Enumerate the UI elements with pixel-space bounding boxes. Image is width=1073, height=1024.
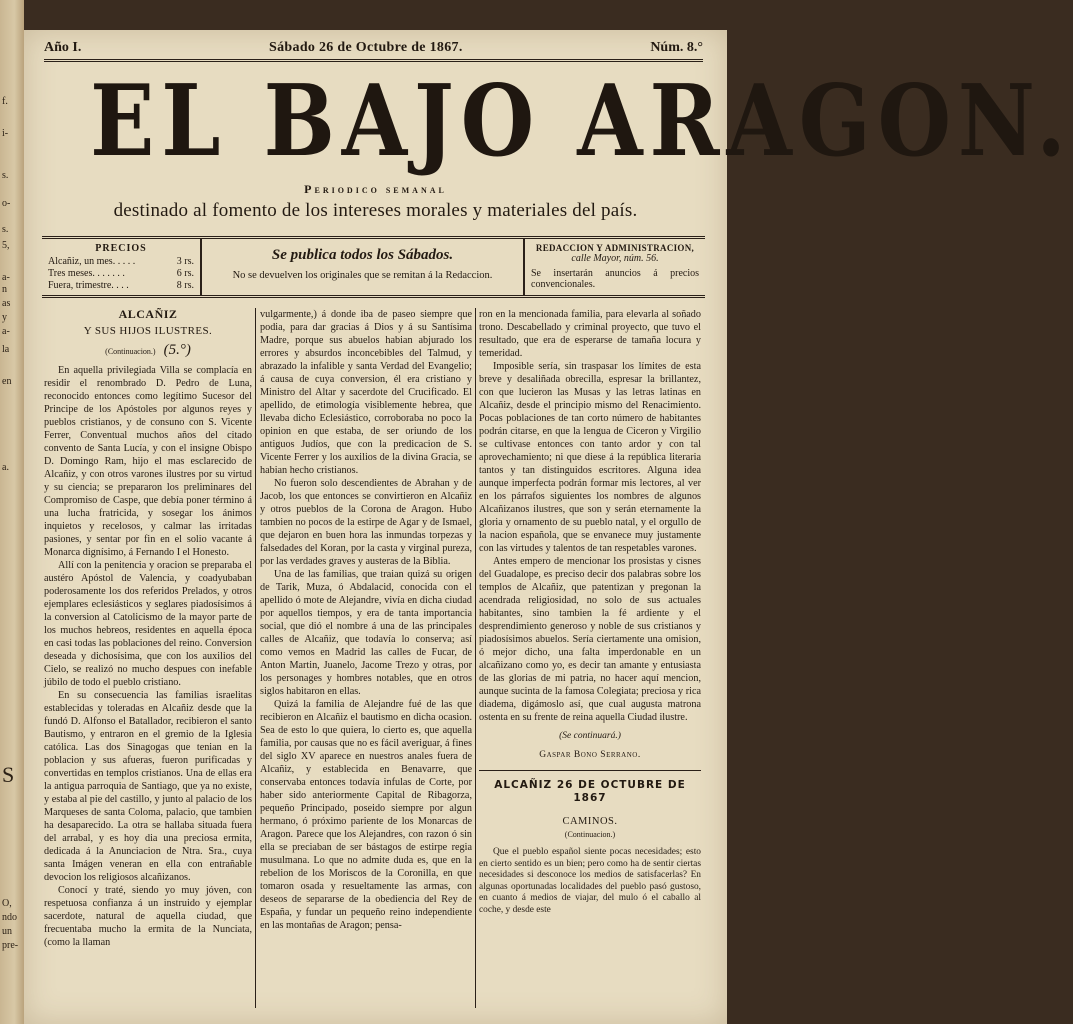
price-value: 3 rs.: [176, 256, 194, 267]
prices-box: [42, 239, 202, 295]
issue-number: Núm. 8.°: [650, 40, 703, 55]
column-3: [479, 308, 701, 916]
strip-text: y: [2, 312, 7, 323]
author-signature: Gaspar Bono Serrano.: [539, 750, 641, 760]
price-row: [48, 280, 194, 292]
prices-heading: PRECIOS: [95, 243, 147, 254]
price-value: 8 rs.: [176, 280, 194, 291]
paragraph: Quizá la familia de Alejandre fué de las que recibieron en Alcañiz el bautismo en dicha ocasion. Sea de esto lo que quiera, lo cierto es, que aquella familia, por causas que no es fácil averiguar, á fines del siglo XV aparece en nuestros anales fuera de Alcañiz, y establecida en Benavarre, que conservaba entonces todavía infulas de Corte, por haber sido anteriormente Capital de Ribagorza, pequeño Principado, poseido siempre por algun hermano, ó próximo pariente de los Monarcas de Aragon. Parece que los Alejandres, con razon ó sin ella se preciaban de ser bástagos de estirpe regia musulmana. Lo que no admite duda es, que en la rebelion de los Moriscos de la Coronilla, en que tomaron osada y resueltamente las armas, con deseos de separarse de la obediencia del Rey de España, y fundar un pequeño reino independiente en las montañas de Aragon; pensa-: [260, 699, 472, 931]
price-label: Alcañiz, un mes. . . . .: [48, 256, 136, 267]
strip-text: o-: [2, 198, 11, 209]
masthead-motto: destinado al fomento de los intereses morales y materiales del país.: [113, 200, 638, 221]
paragraph: Imposible sería, sin traspasar los límites de esta breve y desaliñada obrecilla, espresar la brillantez, con que lucieron las Musas y las letras latinas en Alcañiz, desde el principio mismo del Renacimiento. Pocas poblaciones de tan corto número de habitantes podrán citarse, en que la lengua de Ciceron y Virgilio se cultivase entonces con tanto ardor y con tal aprovechamiento; ni que diese á la república literaria tantos y tan distinguidos escritores. Alguna idea aunque imperfecta podrán formar mis lectores, al ver en los párrafos siguientes los nombres de algunos Alcañizanos ilustres, que son y serán eternamente la gloria y ornamento de su pueblo natal, y el orgullo de la nacion española, que se envanece muy justamente con las virtudes y talentos de tan respetables varones.: [479, 361, 701, 554]
strip-text: la: [2, 344, 10, 355]
paragraph: En su consecuencia las familias israelitas establecidas y toleradas en Alcañiz desde que la fundó D. Alfonso el Batallador, recibieron el santo Bautismo, y entraron en el gremio de la Iglesia católica. Las dos Sinagogas que tenian en la poblacion y sus afueras, fueron purificadas y convertidas en templos cristianos. Una de ellas era la antigua parroquia de Santiago, que ya no existe, y estaba al pie del castillo, y junto al palacio de los Marqueses de santa Coloma, palacio, que tambien ha desaparecido. La otra se hallaba situada fuera del arrabal, y es hoy dia una preciosa ermita, dedicada á la Anunciacion de Ntra. Sra., cuya santa Imágen veneran en ella con entrañable devocion los religiosos alcañizanos.: [44, 690, 252, 883]
newspaper-page: [24, 30, 1073, 1024]
issue-date: Sábado 26 de Octubre de 1867.: [269, 40, 463, 55]
price-label: Fuera, trimestre. . . .: [48, 280, 129, 291]
price-value: 6 rs.: [176, 268, 194, 279]
paragraph: No fueron solo descendientes de Abrahan y de Jacob, los que entonces se convirtieron en Alcañiz y otros pueblos de la Corona de Aragon. Hubo tambien no pocos de la estirpe de Agar y de Ismael, que dejaron en buen hora las inmundas torpezas y falsedades del Koran, por la casta y virginal pureza, por las verdades graves y austeras de la Biblia.: [260, 478, 472, 567]
office-note: Se insertarán anuncios á precios convencionales.: [531, 268, 699, 290]
paragraph: Una de las familias, que traian quizá su origen de Tarik, Muza, ó Abdalacid, conocida con el apellido ó mote de Alejandre, vivía en dicha ciudad por aquellos tiempos, y era de tanta importancia social, que dió el nombre á una de las principales calles de Alcañiz, que todavía lo conserva; así como vemos en Madrid las calles de Fucar, de Anton Martin, Juanelo, Jacome Trezo y otras, por los personages y hombres notables, que en otros siglos habitaron en ellas.: [260, 569, 472, 697]
office-box: [525, 239, 705, 295]
article-subtitle: Y SUS HIJOS ILUSTRES.: [83, 325, 213, 337]
publication-note: No se devuelven los originales que se remitan á la Redaccion.: [232, 270, 493, 281]
strip-text: s.: [2, 224, 9, 235]
strip-text: en: [2, 376, 12, 387]
strip-text: f.: [2, 96, 8, 107]
price-row: [48, 256, 194, 268]
year-label: Año I.: [44, 40, 82, 55]
office-address: calle Mayor, núm. 56.: [571, 253, 659, 264]
paragraph: Que el pueblo español siente pocas necesidades; esto en cierto sentido es un bien; pero como ha de sentir ciertas necesidades si desconoce los medios de satisfacerlas? En algunas oportunadas localidades del pueblo pasó gustoso, en cuanto á medios de viajar, del mulo ó el caballo al coche, y desde este: [479, 847, 701, 915]
paragraph: Conocí y traté, siendo yo muy jóven, con respetuosa confianza á un instruido y ejemplar sacerdote, natural de aquella ciudad, que frecuentaba mucho la ermita de la Nunciata, (como la llaman: [44, 885, 252, 948]
article-title: ALCAÑIZ: [118, 307, 178, 321]
paragraph: Antes empero de mencionar los prosistas y cisnes del Guadalope, es preciso decir dos palabras sobre los templos de Alcañiz, que patentizan y pregonan la acendrada religiosidad, no solo de sus actuales habitantes, sino tambien la fé ardiente y el desprendimiento generoso y noble de sus cristianos y piadosísimos abuelos. Sería ciertamente una omision, ó mejor dicho, una falta imperdonable en un alcañizano como yo, es decir tan amante y entusiasta de las glorias de mi patria, no hacer aquí mencion, aunque sucinta de la famosa Colegiata; preciosa y rica diadema, digámoslo así, que cual augusta matrona ostenta en su frente de reina aquella Ciudad ilustre.: [479, 556, 701, 723]
paragraph: vulgarmente,) á donde iba de paseo siempre que podia, para dar gracias á Dios y á su Santísima Madre, porque sus abuelos habian abjurado los errores y absurdos inconcebibles del Talmud, y abrazado la infalible y santa Verdad del Evangelio; á causa de cuya conversion, él era cristiano y Ministro del Altar y sacerdote del Crucificado. El apellido, de etimología visiblemente hebrea, que llevaba dicho Eclesiástico, corroboraba no poco la opinion en que estaba, de ser oriundo de los antiguos Judíos, que con la predicacion de S. Vicente Ferrer y los auxilios de la divina Gracia, se habian hecho cristianos.: [260, 309, 472, 476]
price-label: Tres meses. . . . . . .: [48, 268, 125, 279]
dateline: ALCAÑIZ 26 DE OCTUBRE DE 1867: [479, 770, 701, 805]
strip-text: s.: [2, 170, 9, 181]
to-be-continued: (Se continuará.): [559, 731, 621, 741]
strip-text: as: [2, 298, 11, 309]
paragraph: En aquella privilegiada Villa se complacía en residir el renombrado D. Pedro de Luna, reconocido entonces como legítimo Sucesor del Principe de los Apóstoles por algunos reyes y pueblos cristianos, y de consuno con S. Vicente Ferrer, Conventual muchos años del citado convento de Santa Lucía, y con el insigne Obispo D. Domingo Ram, hijo el mas esclarecido de Alcañiz, y con otros varones ilustres por su virtud y su ciencia; se prepararon los preliminares del Compromiso de Caspe, que debía poner término á una lucha fratricida, y sosegar los ánimos inquietos y recelosos, y calmar las irritadas pasiones, y sentar por fin en el solio vacante á Monarca dignísimo, á Fernando I el Honesto.: [44, 365, 252, 558]
strip-text: O,: [2, 898, 12, 909]
header-line: [44, 36, 703, 62]
column-1: [44, 308, 252, 949]
article-title: CAMINOS.: [562, 816, 618, 827]
strip-text: i-: [2, 128, 9, 139]
strip-text: a.: [2, 462, 9, 473]
paragraph: ron en la mencionada familia, para elevarla al soñado trono. Descabellado y criminal proyecto, que tuvo el resultado, que era de esperarse de tamaña locura y temeridad.: [479, 309, 701, 359]
continuation-note: [44, 344, 252, 358]
strip-text: a-: [2, 326, 10, 337]
publication-headline: Se publica todos los Sábados.: [271, 247, 454, 263]
publication-box: [202, 239, 525, 295]
strip-text: n: [2, 284, 7, 295]
column-2: [260, 308, 472, 932]
column-divider: [475, 308, 476, 1008]
info-bar: [42, 236, 705, 298]
adjacent-page-strip: [0, 0, 24, 1024]
masthead-subtitle: Periodico semanal: [304, 182, 447, 196]
continuation-label: (Continuacion.): [564, 830, 616, 839]
strip-text: a-: [2, 272, 10, 283]
strip-text: pre-: [2, 940, 19, 951]
strip-text: un: [2, 926, 12, 937]
strip-text: S: [2, 762, 15, 787]
handwritten-annotation: (5.°): [163, 342, 191, 358]
office-heading: REDACCION Y ADMINISTRACION,: [535, 243, 695, 253]
continuation-label: (Continuacion.): [105, 347, 156, 356]
price-row: [48, 268, 194, 280]
strip-text: ndo: [2, 912, 17, 923]
paragraph: Allí con la penitencia y oracion se preparaba el austéro Apóstol de Valencia, y coadyubaban poderosamente los dos referidos Prelados, y otros ejemplares eclesiásticos y seglares piadosísimos á la conversion al Catolicismo de la mayor parte de los muchos hebreos, residentes en aquella época en casi todas las poblaciones del reino. Conversion deseada y dichosísima, que con los auxilios del Cielo, se realizó no mucho despues con inefable júbilo de todo el pueblo cristiano.: [44, 560, 252, 688]
masthead-title: EL BAJO ARAGON.: [90, 64, 1073, 179]
column-divider: [255, 308, 256, 1008]
strip-text: 5,: [2, 240, 10, 251]
